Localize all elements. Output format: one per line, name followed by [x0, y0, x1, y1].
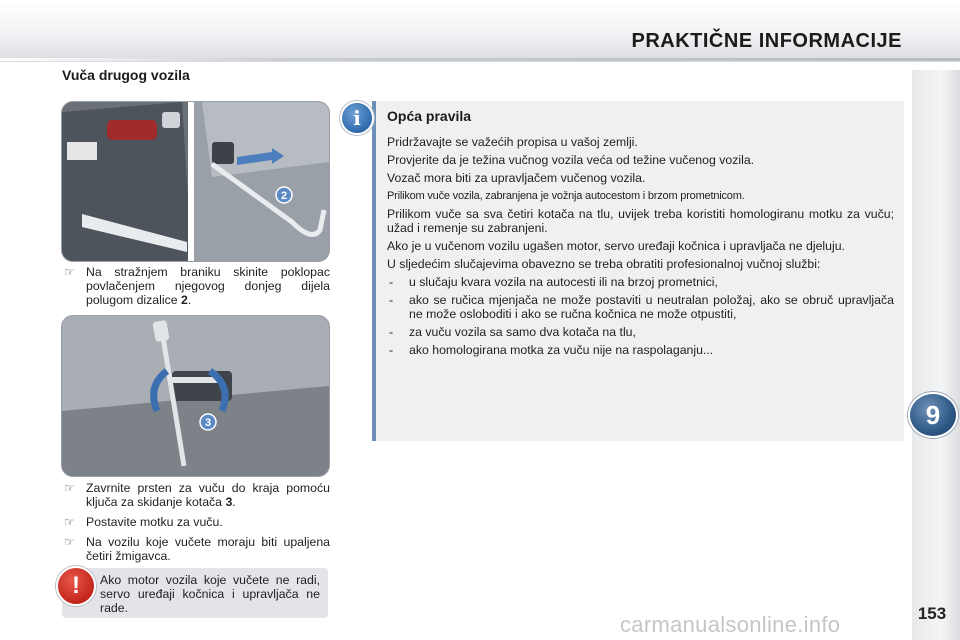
step-suffix: .: [232, 495, 236, 509]
page-header-title: PRAKTIČNE INFORMACIJE: [631, 30, 902, 52]
warning-text: Ako motor vozila koje vučete ne radi, servo uređaji kočnica i upravljača ne rade.: [100, 573, 320, 615]
dash-text: ako se ručica mjenjača ne može postaviti u neutralan položaj, ako se obruč upravljača ne može osloboditi i ako se ručna kočnica ne može otpustiti,: [409, 293, 894, 321]
tail-light: [107, 120, 157, 140]
info-paragraph: U sljedećim slučajevima obavezno se treba obratiti profesionalnoj vučnoj službi:: [387, 257, 821, 271]
callout-2-label: 2: [280, 190, 288, 202]
info-paragraph: Ako je u vučenom vozilu ugašen motor, servo uređaji kočnica i upravljača ne djeluju.: [387, 239, 845, 253]
dash-text: za vuču vozila sa samo dva kotača na tlu,: [409, 325, 636, 339]
list-item: [387, 343, 894, 357]
info-paragraph: Vozač mora biti za upravljačem vučenog vozila.: [387, 171, 646, 185]
license-plate: [67, 142, 97, 160]
step-ref: 3: [225, 495, 233, 509]
dash-mark: -: [389, 275, 394, 289]
step-suffix: .: [187, 293, 192, 307]
hand-pointer-icon: ☞: [64, 481, 75, 495]
bumper-cover-illustration: [62, 102, 329, 261]
info-title: Opća pravila: [387, 108, 472, 124]
dash-mark: -: [389, 325, 394, 339]
bumper-cover-photo: [61, 101, 330, 262]
info-paragraph: Pridržavajte se važećih propisa u vašoj zemlji.: [387, 135, 638, 149]
step-text: Postavite motku za vuču.: [86, 515, 223, 529]
towing-ring-illustration: [62, 316, 329, 476]
step-list-2: [62, 481, 330, 569]
info-paragraph-small: Prilikom vuče vozila, zabranjena je vožnja autocestom i brzom prometnicom.: [387, 190, 745, 202]
list-item: [387, 325, 894, 339]
tow-hole: [212, 142, 234, 164]
section-title: Vuča drugog vozila: [62, 67, 190, 83]
hand-pointer-icon: ☞: [64, 535, 75, 549]
step-text: Na vozilu koje vučete moraju biti upaljena četiri žmigavca.: [86, 535, 330, 563]
step-text: Na stražnjem braniku skinite poklopac povlačenjem njegovog donjeg dijela polugom dizalice: [86, 265, 330, 307]
page-number: 153: [917, 604, 947, 623]
step-list-1: [62, 265, 330, 313]
info-paragraph: Provjerite da je težina vučnog vozila veća od težine vučenog vozila.: [387, 153, 755, 167]
list-item: [387, 293, 894, 321]
list-item: [62, 265, 330, 307]
callout-3-label: 3: [204, 417, 212, 429]
side-mirror: [162, 112, 180, 128]
info-icon: i: [340, 101, 374, 135]
dash-text: ako homologirana motka za vuču nije na raspolaganju...: [409, 343, 714, 357]
watermark-text: carmanualsonline.info: [620, 612, 841, 637]
step-text: Zavrnite prsten za vuču do kraja pomoću ključa za skidanje kotača: [86, 481, 330, 509]
dash-mark: -: [389, 293, 394, 307]
dash-text: u slučaju kvara vozila na autocesti ili na brzoj prometnici,: [409, 275, 718, 289]
step-ref: 2: [181, 293, 188, 307]
hand-pointer-icon: ☞: [64, 515, 75, 529]
list-item: [62, 481, 330, 509]
list-item: [62, 515, 330, 529]
list-item: [62, 535, 330, 563]
towing-ring-photo: [61, 315, 330, 477]
info-paragraph: Prilikom vuče sa sva četiri kotača na tlu, uvijek treba koristiti homologiranu motku za vuču; užad i remenje su zabranjeni.: [387, 207, 894, 235]
warning-icon: !: [56, 566, 96, 606]
chapter-number-badge: 9: [908, 392, 958, 438]
list-item: [387, 275, 894, 289]
header-divider: [0, 58, 960, 61]
chapter-side-tab: [912, 70, 960, 640]
dash-mark: -: [389, 343, 394, 357]
info-body: [387, 135, 894, 361]
hand-pointer-icon: ☞: [64, 265, 75, 279]
